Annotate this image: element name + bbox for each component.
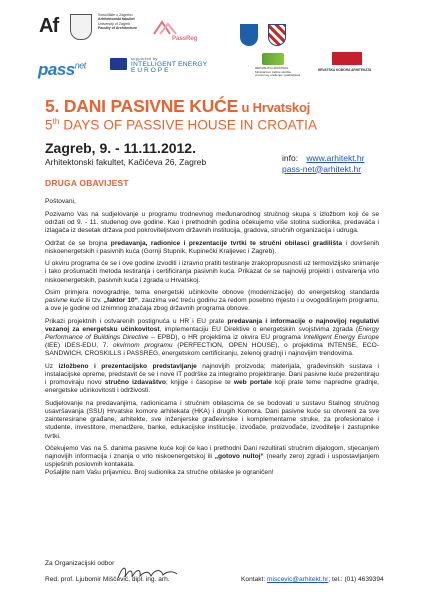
kontakt-email-link[interactable]: miscevic@arhitekt.hr [267, 576, 329, 583]
eu-flag-icon [110, 58, 127, 70]
paragraph-7: Sudjelovanje na predavanjima, radionicama i stručnim obilascima će se bodovati u sustavu Stalnog stručnog usavršavanja (SSU) Hrvatske komore arhitekata (HKA) i drugih Komora. Dani pasivne kuće su otvoreni za sve zainteresirane građane, arhitekte, sve inženjerske građevinske i komplementarne struke, za profesionalce i studente, investitore, menadžere, banke, edukacijske institucije, izvođače, proizvođače, izvoditelje i zastupnike tvrtki. [45, 400, 379, 440]
passreg-logo-text: PassReg [172, 36, 198, 42]
letter-body [45, 198, 379, 482]
section-heading: DRUGA OBAVIJEST [45, 178, 129, 188]
af-logo: Af [39, 15, 59, 37]
paragraph-4: Osim primjera novogradnje, tema energetski učinkovite obnove (modernizacije) do energetskog standarda pasivne kuće ili tzv. „faktor 10“, zauzima već treću godinu za redom posebno mjesto i u ovogodišnjem programu, a ove je godine od iznimnog značaja zbog državnih programa obnove. [45, 289, 379, 313]
event-date: Zagreb, 9. - 11.11.2012. [45, 140, 196, 156]
event-venue: Arhitektonski fakultet, Kačićeva 26, Zagreb [45, 157, 207, 167]
hka-logo-text: HRVATSKA KOMORA ARHITEKATA [318, 68, 372, 72]
paragraph-2: Održat će se brojna predavanja, radionice i prezentacije tvrtki te stručni obilasci gradilišta i dovršenih niskoenergetskih i pasivnih kuća (Gornji Stupnik, Kupinečki Kraljevec i Zagreb). [45, 239, 379, 255]
croatia-crest-icon [268, 24, 286, 46]
email-link[interactable]: pass-net@arhitekt.hr [282, 163, 362, 174]
paragraph-3: U okviru programa će se i ove godine izvoditi i izravno pratiti testiranje zrakopropusnosti uz termovizijsko snimanje i tako prošumačiti metoda testiranja i certificiranja pasivnih kuća. Prikazat će se najnoviji projekti i ostvarenja vrlo niskoenergetskih, pasivnih kuća i zgrada u Hrvatskoj. [45, 260, 379, 284]
iee-logo-text: supported by INTELLIGENT ENERGY EUROPE [131, 56, 208, 74]
paragraph-5: Prikazi projektnih i ostvarenih postignuća u HR i EU prate predavanja i informacije o najnovijoj regulativi vezanoj za energetsku učinkovitost, implementaciju EU Direktive o energetskim svojstvima zgrada (Energy Performance of Buildings Directive – EPBD), o HR projektima iz okvira EU programa Intelligent Energy Europe (IEE) IDES-EDU, 7. okvirnom programu (PERFECTION, OPEN HOUSE), o projektima INTENSE, ECO-SANDWICH, CROSKILLS i PASSREG, energetskom certificiranju, zelenoj gradnji i najnovijim trendovima. [45, 318, 379, 358]
paragraph-8: Očekujemo Vas na 5. danima pasivne kuće koji će kao i prethodni Dani rezultirati stručnim dijalogom, stjecanjem najnovijih informacija i znanja o vrlo niskoenergetskoj ili „gotovo nultoj“ (nearly zero) zgradi i uspostavljanjem uspješnih poslovnih kontakata. Pošaljite nam Vašu prijavnicu. Broj sudionika za stručne obilaske je ograničen! [45, 445, 380, 477]
footer-contact: Kontakt: miscevic@arhitekt.hr; tel.: (01) 4639394 [241, 576, 384, 583]
info-label: info: [282, 153, 299, 163]
passnet-logo: pass$^{net}$ [38, 60, 86, 79]
paragraph-1: Pozivamo Vas na sudjelovanje u programu trodnevnog međunarodnog stručnog skupa s izložbom koji će se održati od 9. - 11. studenog ove godine. Kao i prethodnih godina očekujemo više stotina sudionika, predavača i izlagača iz desetak država pod pokroviteljstvom državnih institucija, gradova, stručnih organizacija i udruga. [45, 210, 379, 234]
university-name: Sveučilište u Zagrebu Arhitektonski fakultet University of Zagreb Faculty of Architecture [98, 13, 138, 31]
ministry-logo-icon [262, 53, 284, 65]
paragraph-6: Uz izložbeno i prezentacijsko predstavljanje najnovijih proizvoda; materijala, građevinskih sustava i instalacijske opreme, predstavit će se i nove IT podrške za integralno projektiranje. Dani pasivne kuće prezentiraju i promoviraju novo stručno izdavaštvo; knjige i časopise te web portale koji prate teme napredne gradnje, energetske učinkovitosti i održivosti. [45, 363, 380, 395]
footer-line [45, 576, 384, 583]
university-crest-icon [70, 14, 92, 40]
logo-band [0, 0, 423, 82]
organizing-committee-label: Za Organizacijski odbor [45, 560, 115, 567]
signer-name: Red. prof. Ljubomir Miščević, dipl. ing. arh. [45, 576, 170, 583]
contact-block [282, 153, 364, 174]
hka-logo-icon [332, 52, 362, 65]
ministry-logo-text: REPUBLIKA HRVATSKA Ministarstvo zaštite okoliša, prostornog uređenja i graditeljstva [255, 66, 301, 78]
website-link[interactable]: www.arhitekt.hr [306, 153, 365, 163]
event-title-hr: 5. DANI PASIVNE KUĆE u Hrvatskoj [45, 96, 311, 116]
event-title-en: 5th DAYS OF PASSIVE HOUSE IN CROATIA [45, 117, 318, 133]
passreg-logo-icon [150, 16, 180, 38]
zagreb-crest-icon [240, 24, 258, 46]
phone-number: tel.: (01) 4639394 [332, 576, 384, 583]
greeting: Poštovani, [45, 198, 76, 205]
